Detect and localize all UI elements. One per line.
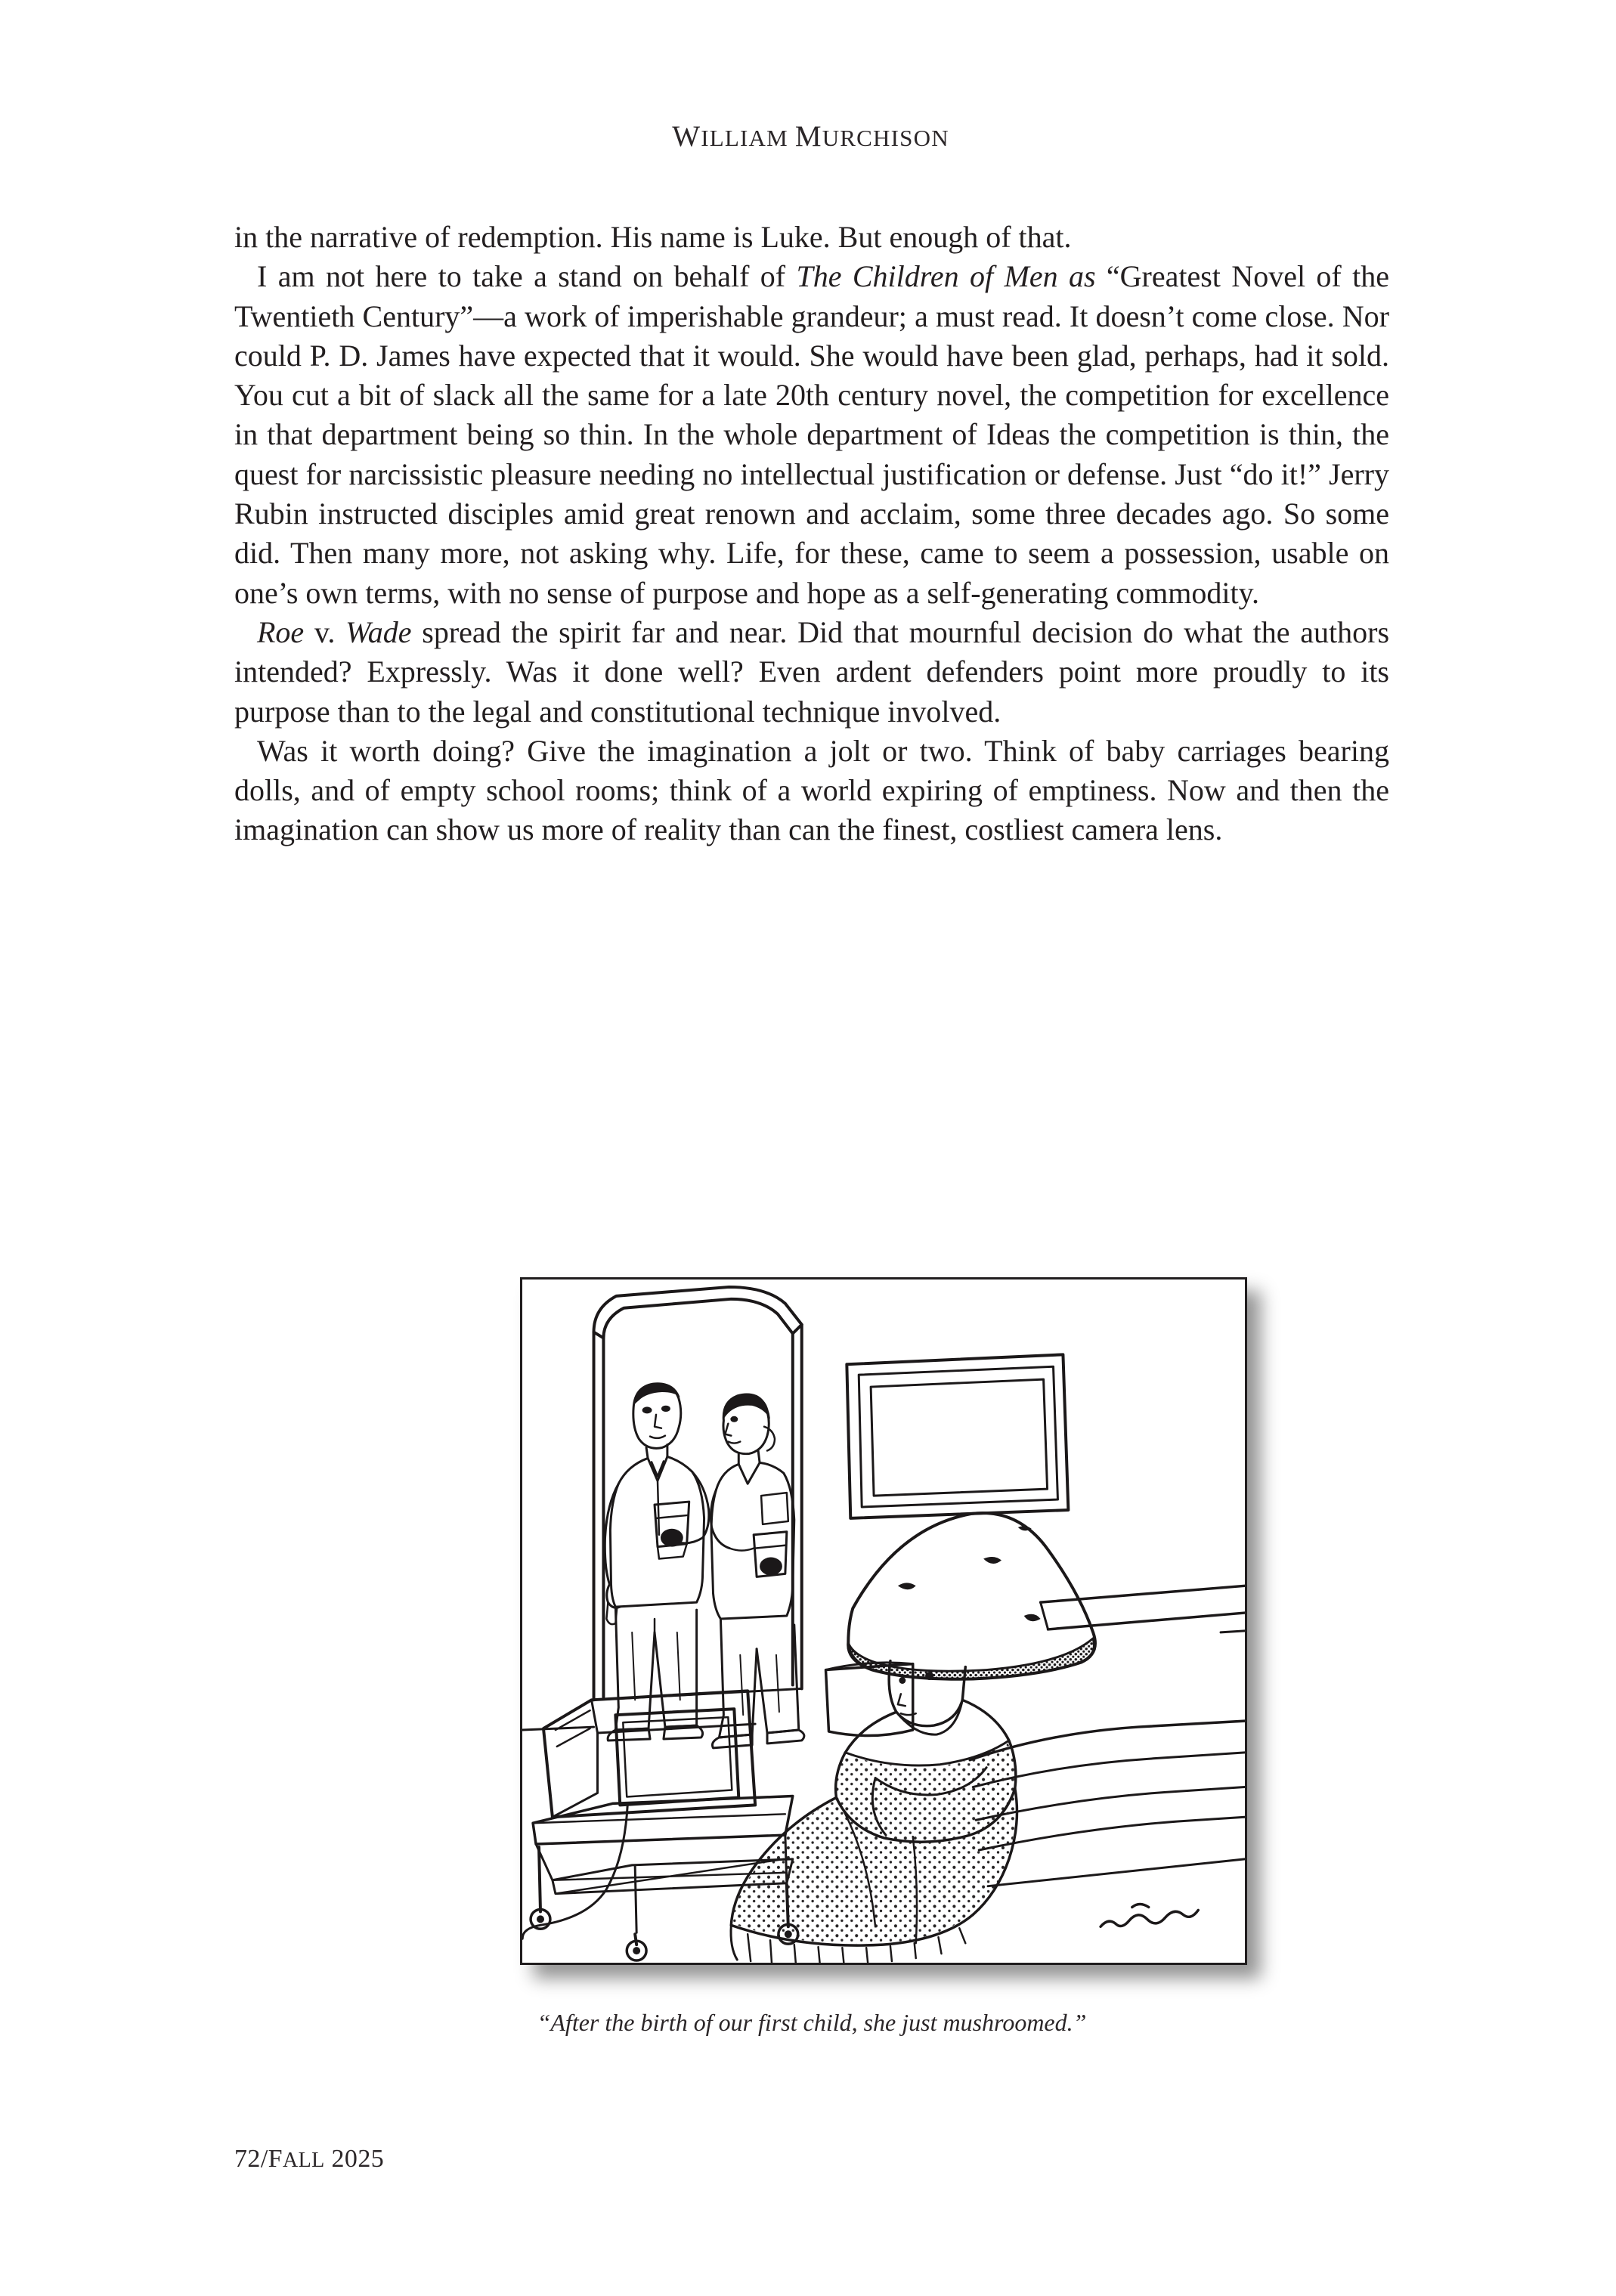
body-paragraph [234,257,1389,613]
text-run: I am not here to take a stand on behalf of [257,259,797,294]
folio-separator: / [260,2145,268,2173]
text-run: in the narrative of redemption. His name is Luke. But enough of that. [234,220,1072,254]
folio-page-number: 72 [234,2145,261,2173]
archway [594,1287,802,1700]
folio-season-initial: F [268,2145,283,2173]
cartoon-frame [520,1277,1247,1965]
body-paragraph [234,218,1389,257]
running-head-last-name: URCHISON [822,125,949,151]
italic-title-run: Roe [257,614,305,649]
italic-title-run: The Children of Men as [796,259,1107,294]
running-head [234,119,1387,153]
text-run: spread the spirit far and near. Did that mournful decision do what the authors intended? Expressly. Was it done well? Even ardent defenders point more proudly to its purpose than to the legal and constitutional technique involved. [234,614,1390,729]
body-paragraph [234,732,1389,850]
running-head-initial-1: W [672,120,701,153]
mushroom-woman [731,1513,1095,1963]
cartoon-caption: “After the birth of our first child, she just mushroomed.” [537,2009,1087,2036]
wall-picture [847,1354,1068,1518]
body-text-column [234,218,1389,850]
cartoon-illustration [520,1277,1276,1995]
text-run: v. [304,614,346,649]
text-run: “Greatest Novel of the Twentieth Century”—a work of imperishable grandeur; a must read. It doesn’t come close. Nor could P. D. James have expected that it would. She would have been glad, perhaps, had it sold. You cut a bit of slack all the same for a late 20th century novel, the competition for excellence in that department being so thin. In the whole department of Ideas the competition is thin, the quest for narcissistic pleasure needing no intellectual justification or defense. Just “do it!” Jerry Rubin instructed disciples amid great renown and acclaim, some three decades ago. So some did. Then many more, not asking why. Life, for these, came to seem a possession, usable on one’s own terms, with no sense of purpose and hope as a self-generating commodity. [234,259,1390,610]
cartoon-drawing [522,1280,1245,1963]
folio-season-rest: ALL [282,2149,325,2172]
italic-title-run: Wade [345,614,412,649]
folio-year: 2025 [331,2145,385,2173]
man-right [710,1394,804,1748]
man-left [605,1383,709,1741]
drink-glass-right [754,1532,787,1577]
running-head-space [788,125,795,151]
page-folio [234,2145,384,2174]
running-head-first-name: ILLIAM [701,125,788,151]
text-run: Was it worth doing? Give the imagination a jolt or two. Think of baby carriages bearing dolls, and of empty school rooms; think of a world expiring of emptiness. Now and then the imagination can show us more of reality than can the finest, costliest camera lens. [234,733,1389,847]
body-paragraph [234,613,1389,732]
running-head-initial-2: M [794,120,822,153]
folio-space [325,2145,332,2173]
artist-signature-icon [1101,1905,1198,1927]
